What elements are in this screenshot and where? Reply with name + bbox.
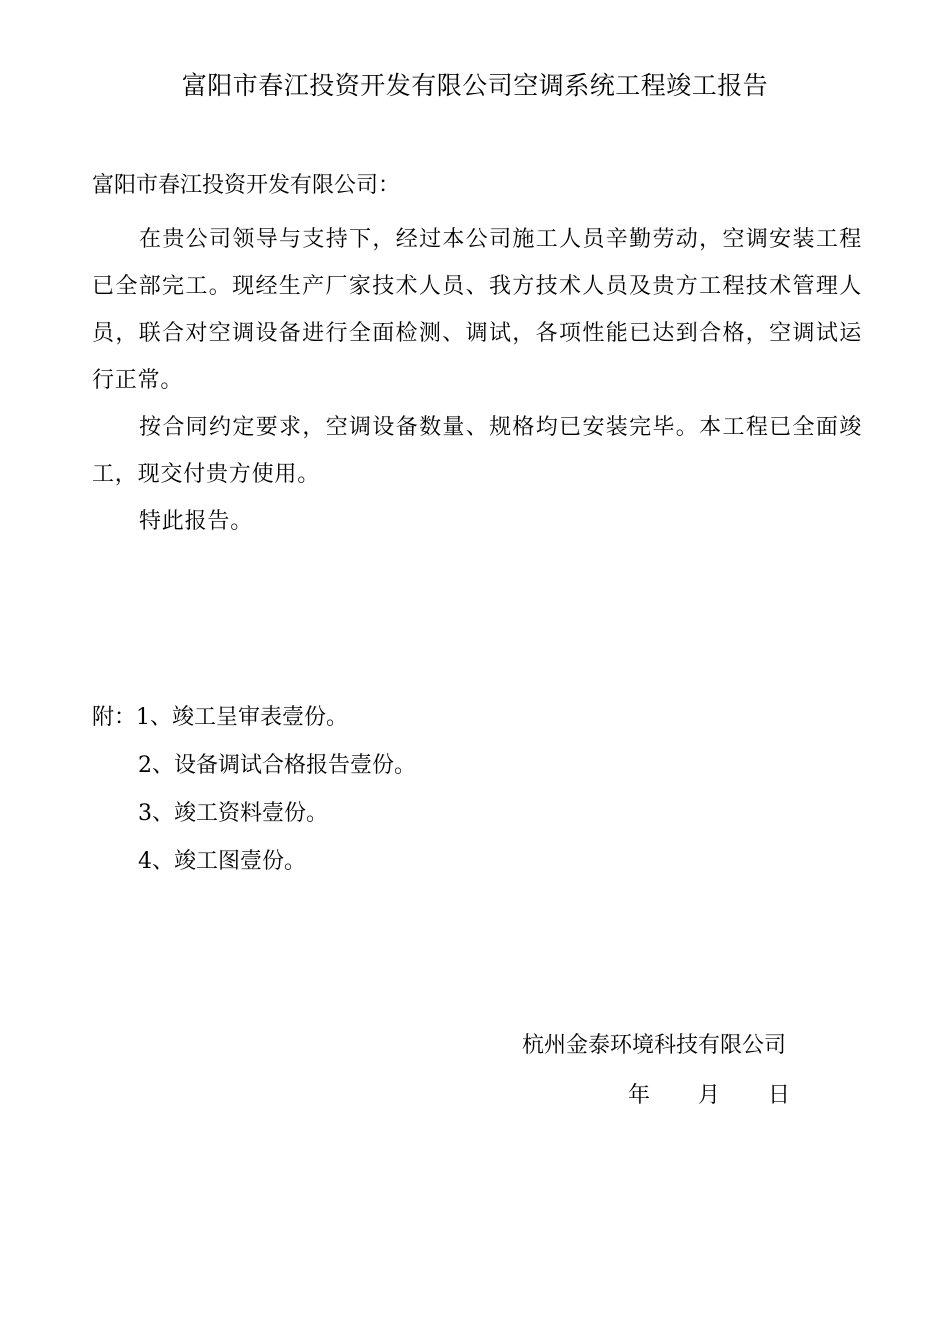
signature-date (628, 1080, 790, 1112)
date-year-label: 年 (628, 1083, 651, 1108)
attachment-item: 3、竣工资料壹份。 (138, 801, 328, 826)
attachment-item (92, 694, 416, 742)
signature-company: 杭州金泰环境科技有限公司 (522, 1033, 787, 1058)
attachments-prefix: 附： (92, 705, 137, 730)
paragraph: 在贵公司领导与支持下，经过本公司施工人员辛勤劳动，空调安装工程已全部完工。现经生产厂家技术人员、我方技术人员及贵方工程技术管理人员，联合对空调设备进行全面检测、调试，各项性能已达到合格，空调试运行正常。 (92, 227, 862, 393)
attachment-item-text: 1、竣工呈审表壹份。 (136, 705, 349, 730)
salutation: 富阳市春江投资开发有限公司： (92, 173, 401, 198)
paragraph: 按合同约定要求，空调设备数量、规格均已安装完毕。本工程已全面竣工，现交付贵方使用。 (92, 415, 862, 487)
date-day-label: 日 (768, 1083, 791, 1108)
closing-remark: 特此报告。 (139, 509, 254, 534)
attachment-item: 4、竣工图壹份。 (138, 849, 306, 874)
attachments-list (92, 694, 416, 886)
date-month-label: 月 (698, 1083, 721, 1108)
attachment-item: 2、设备调试合格报告壹份。 (138, 753, 416, 778)
body-text (92, 216, 862, 545)
document-title: 富阳市春江投资开发有限公司空调系统工程竣工报告 (181, 71, 769, 100)
